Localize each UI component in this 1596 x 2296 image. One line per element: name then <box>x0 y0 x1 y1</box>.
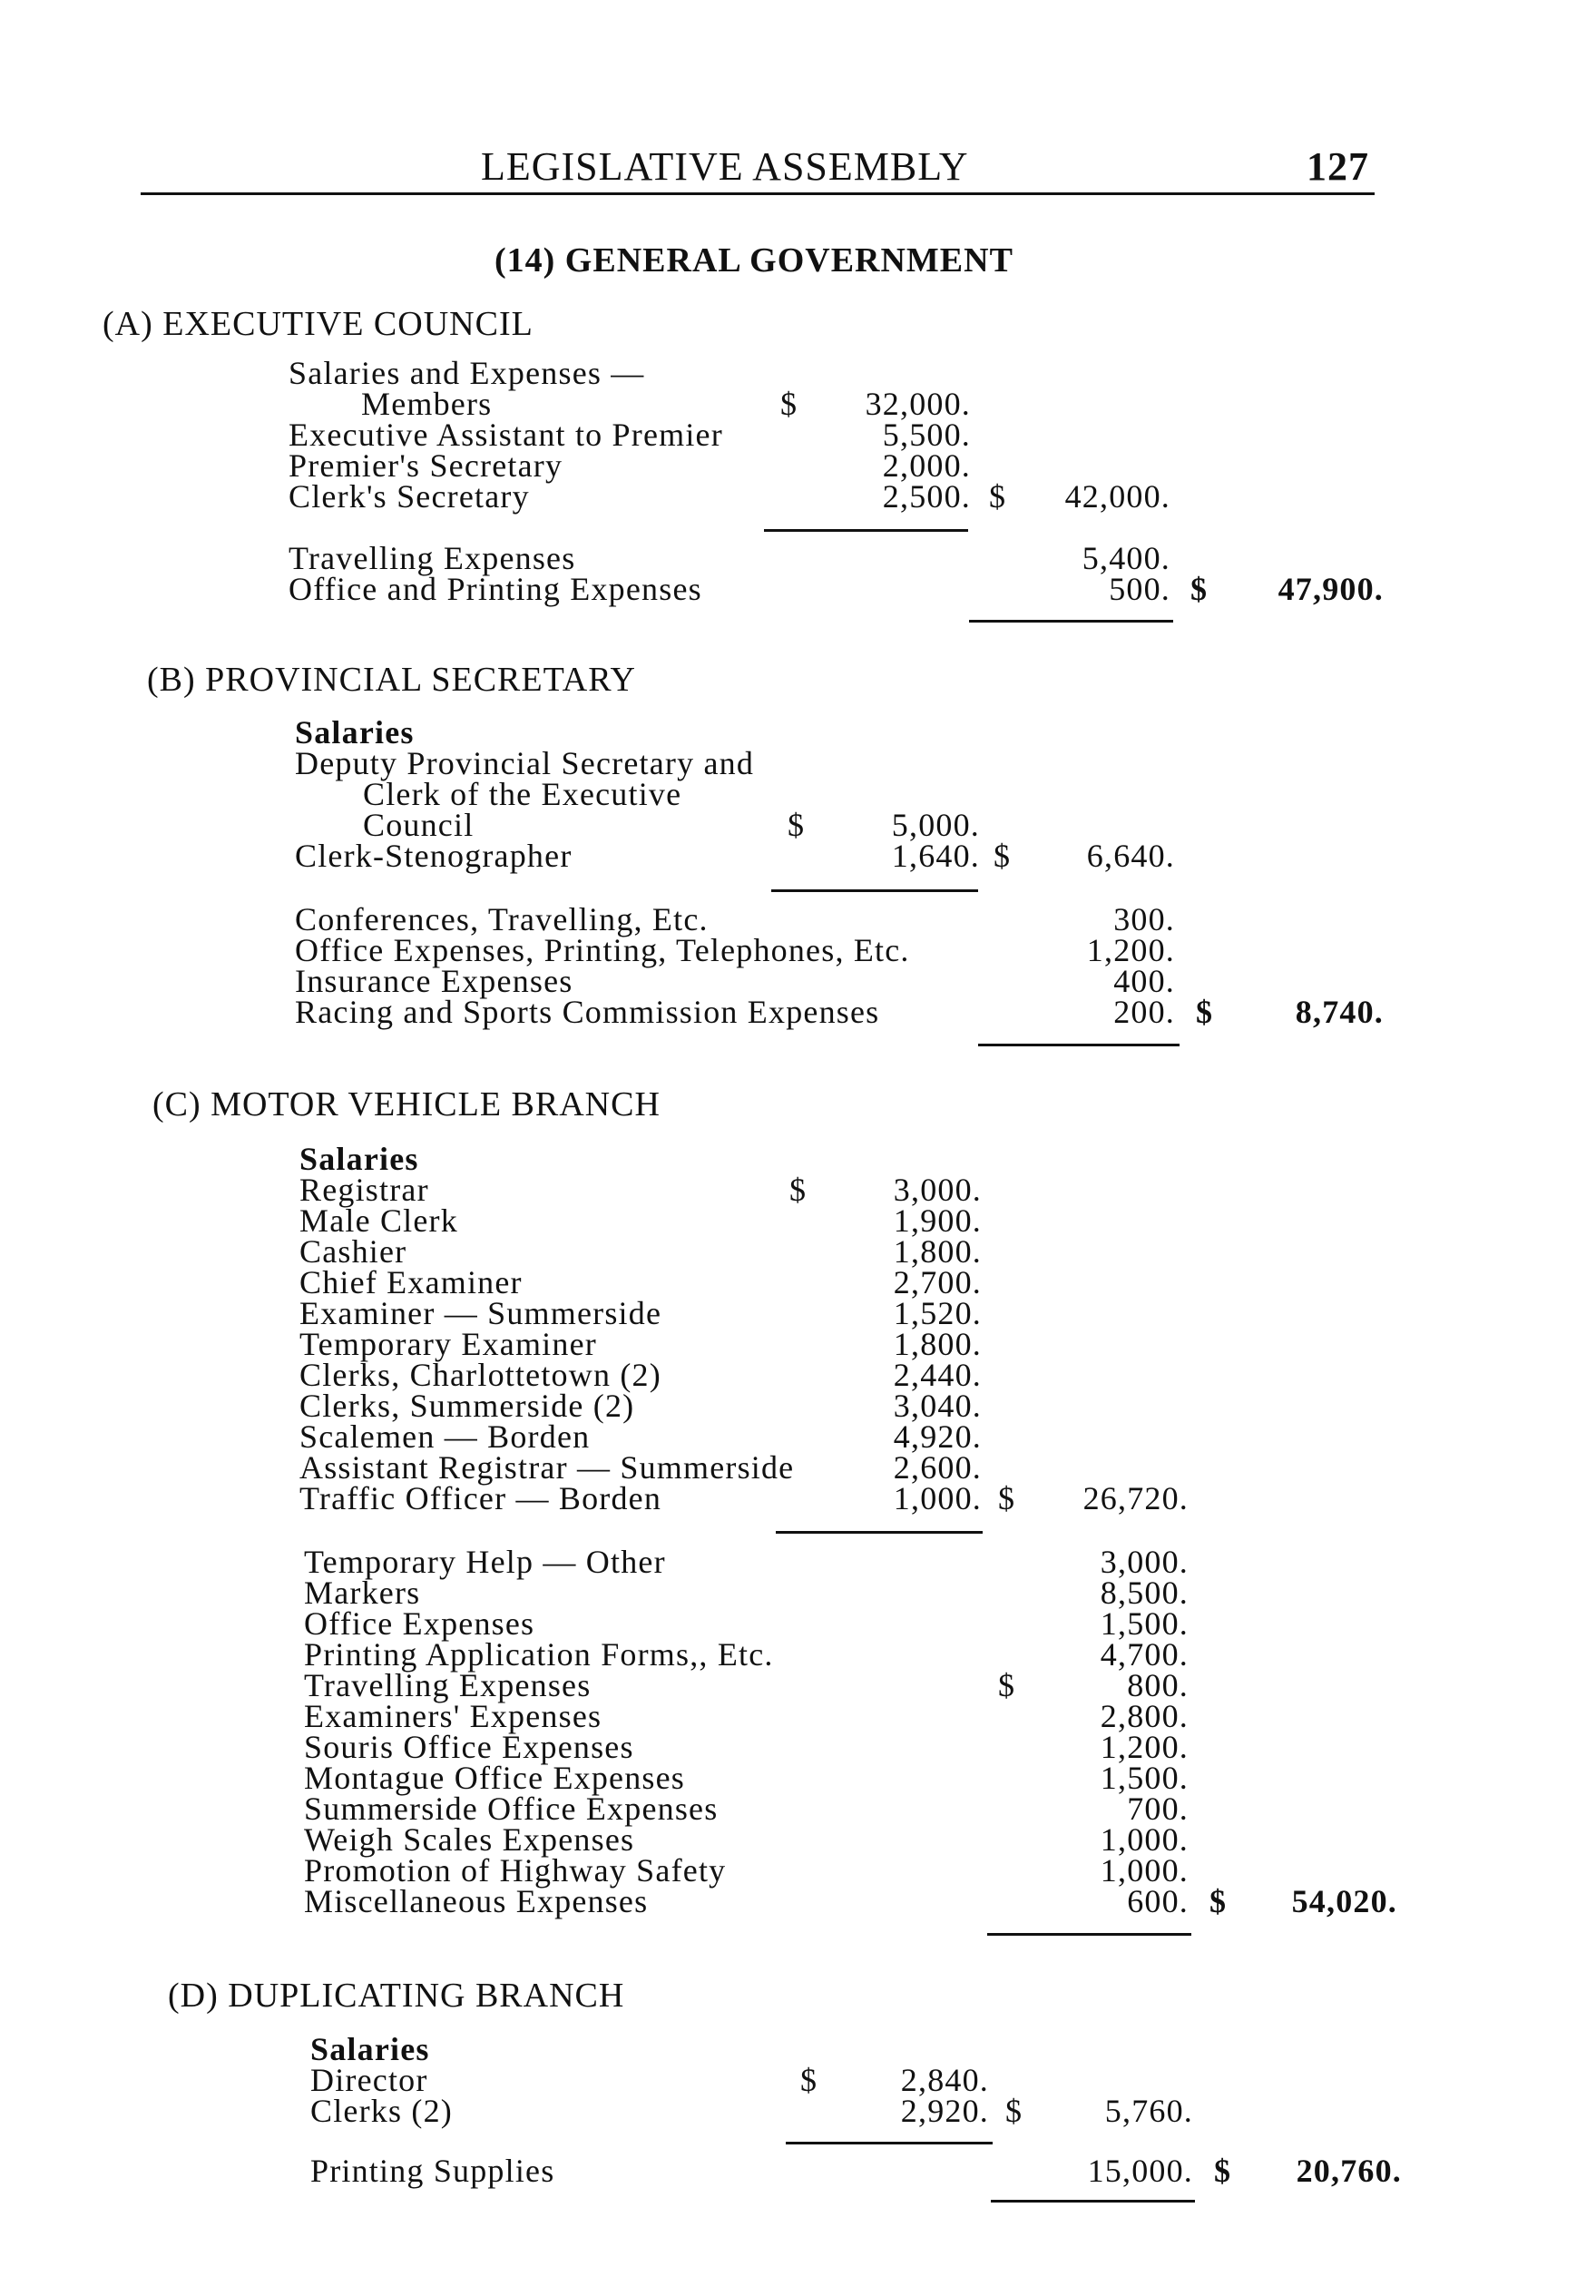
line-label: Racing and Sports Commission Expenses <box>295 994 880 1030</box>
page-number: 127 <box>1307 144 1369 189</box>
subtotal-rule <box>764 529 968 532</box>
line-amount: 1,500. <box>1100 1605 1189 1642</box>
section-total: 47,900. <box>1278 571 1384 607</box>
line-label: Travelling Expenses <box>289 540 576 576</box>
line-amount: 3,000. <box>1100 1544 1189 1580</box>
line-amount: 2,000. <box>882 447 971 484</box>
subtotal-amount: 26,720. <box>1082 1480 1189 1516</box>
line-label: Assistant Registrar — Summerside <box>299 1449 795 1486</box>
line-amount: 32,000. <box>865 386 971 422</box>
line-label: Clerk of the Executive <box>363 776 682 812</box>
dollar-sign: $ <box>1209 1883 1228 1919</box>
line-amount: 3,000. <box>893 1172 982 1208</box>
line-label: Weigh Scales Expenses <box>304 1821 635 1858</box>
section-title: (D) DUPLICATING BRANCH <box>168 1977 625 2015</box>
total-rule <box>987 1933 1191 1936</box>
line-label: Temporary Help — Other <box>304 1544 666 1580</box>
line-amount: 2,500. <box>882 478 971 515</box>
line-label: Miscellaneous Expenses <box>304 1883 649 1919</box>
total-rule <box>991 2200 1195 2203</box>
line-label: Council <box>363 807 475 843</box>
line-amount: 4,920. <box>893 1418 982 1455</box>
line-amount: 8,500. <box>1100 1575 1189 1611</box>
subtotal-amount: 42,000. <box>1064 478 1170 515</box>
line-label: Salaries and Expenses — <box>289 355 645 391</box>
dollar-sign: $ <box>788 807 806 843</box>
line-label: Clerk-Stenographer <box>295 838 573 874</box>
subtotal-amount: 6,640. <box>1086 838 1175 874</box>
line-label: Director <box>310 2062 428 2098</box>
dollar-sign: $ <box>998 1480 1016 1516</box>
header-rule <box>141 192 1375 195</box>
line-amount: 4,700. <box>1100 1636 1189 1673</box>
line-amount: 2,920. <box>900 2093 989 2129</box>
dollar-sign: $ <box>1190 571 1209 607</box>
line-amount: 300. <box>1113 901 1175 937</box>
line-label: Cashier <box>299 1233 407 1270</box>
line-label: Souris Office Expenses <box>304 1729 634 1765</box>
line-amount: 600. <box>1127 1883 1189 1919</box>
subtotal-rule <box>771 889 978 892</box>
dollar-sign: $ <box>1214 2153 1232 2189</box>
total-rule <box>978 1044 1180 1046</box>
line-amount: 1,800. <box>893 1326 982 1362</box>
dollar-sign: $ <box>789 1172 808 1208</box>
line-amount: 2,600. <box>893 1449 982 1486</box>
line-label: Deputy Provincial Secretary and <box>295 745 755 781</box>
line-label: Clerks, Summerside (2) <box>299 1388 635 1424</box>
line-label: Premier's Secretary <box>289 447 563 484</box>
line-amount: 500. <box>1109 571 1170 607</box>
line-label: Conferences, Travelling, Etc. <box>295 901 709 937</box>
line-amount: 1,000. <box>893 1480 982 1516</box>
line-amount: 1,800. <box>893 1233 982 1270</box>
line-amount: 15,000. <box>1087 2153 1193 2189</box>
main-heading: (14) GENERAL GOVERNMENT <box>494 241 1013 280</box>
line-amount: 1,000. <box>1100 1821 1189 1858</box>
line-label: Registrar <box>299 1172 429 1208</box>
line-label: Insurance Expenses <box>295 963 573 999</box>
line-amount: 2,800. <box>1100 1698 1189 1734</box>
salaries-heading: Salaries <box>295 714 415 751</box>
line-amount: 1,200. <box>1100 1729 1189 1765</box>
section-total: 54,020. <box>1291 1883 1397 1919</box>
line-label: Examiner — Summerside <box>299 1295 662 1331</box>
line-amount: 700. <box>1127 1791 1189 1827</box>
dollar-sign: $ <box>1196 994 1214 1030</box>
dollar-sign: $ <box>998 1667 1016 1703</box>
section-title: (A) EXECUTIVE COUNCIL <box>103 305 534 343</box>
line-amount: 200. <box>1113 994 1175 1030</box>
dollar-sign: $ <box>994 838 1012 874</box>
line-label: Office and Printing Expenses <box>289 571 702 607</box>
section-title: (B) PROVINCIAL SECRETARY <box>147 661 636 699</box>
line-amount: 5,400. <box>1082 540 1170 576</box>
line-label: Promotion of Highway Safety <box>304 1852 727 1889</box>
line-label: Male Clerk <box>299 1202 458 1239</box>
line-amount: 3,040. <box>893 1388 982 1424</box>
dollar-sign: $ <box>800 2062 818 2098</box>
line-label: Summerside Office Expenses <box>304 1791 719 1827</box>
line-label: Clerks (2) <box>310 2093 453 2129</box>
line-label: Members <box>361 386 493 422</box>
line-amount: 400. <box>1113 963 1175 999</box>
line-amount: 2,440. <box>893 1357 982 1393</box>
line-amount: 1,500. <box>1100 1760 1189 1796</box>
dollar-sign: $ <box>989 478 1007 515</box>
salaries-heading: Salaries <box>310 2031 430 2067</box>
salaries-heading: Salaries <box>299 1141 419 1177</box>
line-label: Examiners' Expenses <box>304 1698 602 1734</box>
line-amount: 1,200. <box>1086 932 1175 968</box>
line-amount: 1,640. <box>891 838 980 874</box>
line-label: Printing Application Forms,, Etc. <box>304 1636 774 1673</box>
line-amount: 1,000. <box>1100 1852 1189 1889</box>
line-label: Chief Examiner <box>299 1264 523 1300</box>
line-label: Montague Office Expenses <box>304 1760 686 1796</box>
line-label: Temporary Examiner <box>299 1326 597 1362</box>
line-amount: 1,520. <box>893 1295 982 1331</box>
line-label: Travelling Expenses <box>304 1667 592 1703</box>
line-label: Executive Assistant to Premier <box>289 417 723 453</box>
line-label: Scalemen — Borden <box>299 1418 591 1455</box>
line-amount: 2,840. <box>900 2062 989 2098</box>
line-label: Clerk's Secretary <box>289 478 530 515</box>
line-label: Clerks, Charlottetown (2) <box>299 1357 661 1393</box>
line-label: Printing Supplies <box>310 2153 555 2189</box>
subtotal-rule <box>786 2142 993 2144</box>
dollar-sign: $ <box>780 386 798 422</box>
line-amount: 2,700. <box>893 1264 982 1300</box>
line-amount: 800. <box>1127 1667 1189 1703</box>
line-label: Office Expenses, Printing, Telephones, Etc. <box>295 932 910 968</box>
page-header-title: LEGISLATIVE ASSEMBLY <box>481 144 969 189</box>
subtotal-amount: 5,760. <box>1104 2093 1193 2129</box>
section-total: 20,760. <box>1296 2153 1402 2189</box>
line-label: Traffic Officer — Borden <box>299 1480 662 1516</box>
line-amount: 1,900. <box>893 1202 982 1239</box>
section-title: (C) MOTOR VEHICLE BRANCH <box>152 1085 661 1123</box>
line-label: Office Expenses <box>304 1605 535 1642</box>
line-label: Markers <box>304 1575 421 1611</box>
line-amount: 5,500. <box>882 417 971 453</box>
section-total: 8,740. <box>1295 994 1384 1030</box>
line-amount: 5,000. <box>891 807 980 843</box>
subtotal-rule <box>776 1531 983 1534</box>
dollar-sign: $ <box>1005 2093 1023 2129</box>
total-rule <box>969 620 1173 623</box>
